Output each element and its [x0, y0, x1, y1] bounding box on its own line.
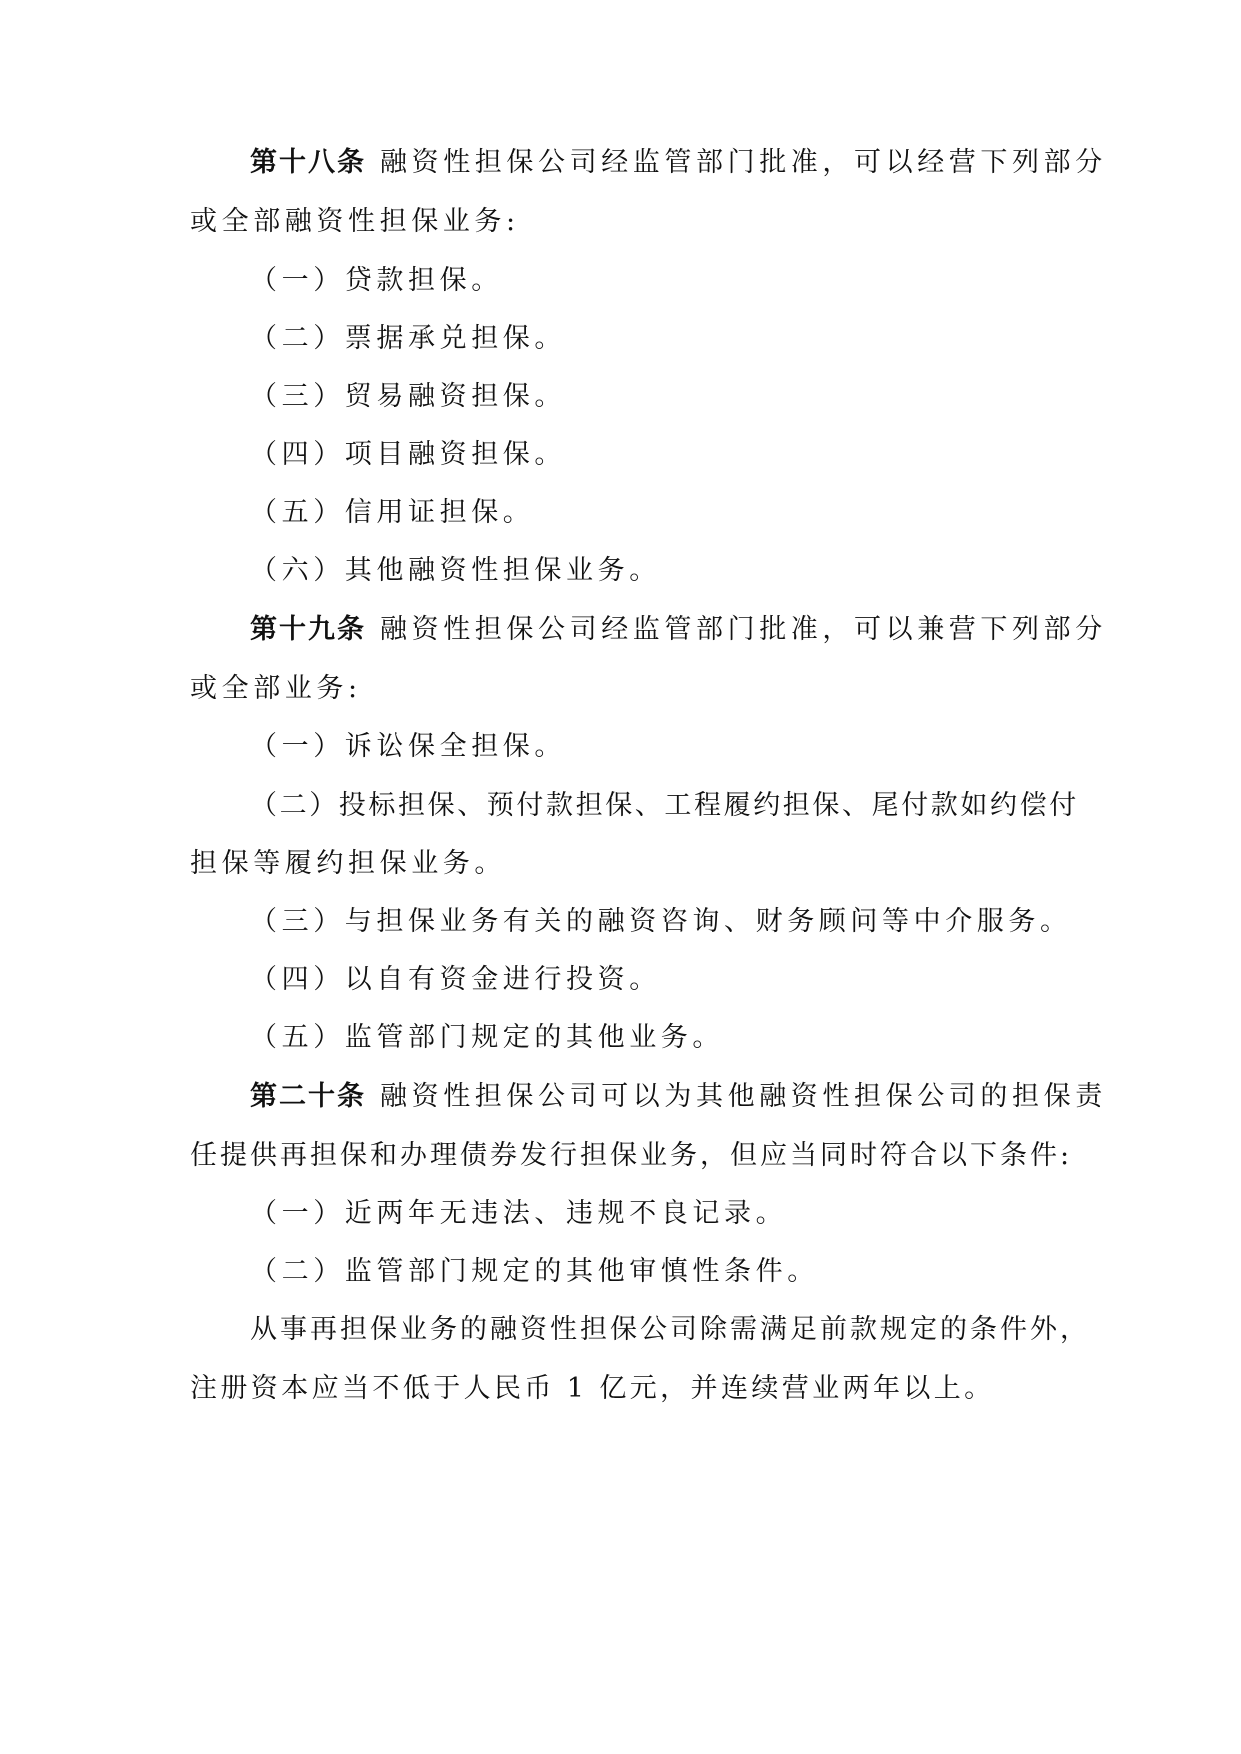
article-19-item-2-continuation: 担保等履约担保业务。 [190, 848, 506, 879]
article-18-text: 融资性担保公司经监管部门批准，可以经营下列部分 [380, 147, 1107, 178]
article-20-item-1: （一）近两年无违法、违规不良记录。 [250, 1198, 788, 1229]
article-18-item-4: （四）项目融资担保。 [250, 439, 566, 470]
article-19-continuation: 或全部业务: [190, 673, 362, 704]
article-19-item-4: （四）以自有资金进行投资。 [250, 964, 661, 995]
article-18-item-3: （三）贸易融资担保。 [250, 381, 566, 412]
article-19-text: 融资性担保公司经监管部门批准，可以兼营下列部分 [380, 614, 1107, 645]
article-19-number: 第十九条 [250, 614, 366, 645]
article-20-paragraph-line-1: 从事再担保业务的融资性担保公司除需满足前款规定的条件外， [250, 1314, 1090, 1345]
article-18-heading [250, 146, 1107, 180]
article-20-heading [250, 1080, 1107, 1114]
article-20-item-2: （二）监管部门规定的其他审慎性条件。 [250, 1256, 819, 1287]
article-19-heading [250, 613, 1107, 647]
article-18-item-5: （五）信用证担保。 [250, 497, 535, 528]
article-20-paragraph-line-2: 注册资本应当不低于人民币 1 亿元，并连续营业两年以上。 [190, 1373, 995, 1404]
article-19-item-3: （三）与担保业务有关的融资咨询、财务顾问等中介服务。 [250, 906, 1072, 937]
article-19-item-1: （一）诉讼保全担保。 [250, 731, 566, 762]
article-19-item-2: （二）投标担保、预付款担保、工程履约担保、尾付款如约偿付 [250, 790, 1079, 821]
article-20-text: 融资性担保公司可以为其他融资性担保公司的担保责 [380, 1081, 1107, 1112]
article-18-continuation: 或全部融资性担保业务: [190, 206, 520, 237]
article-18-item-6: （六）其他融资性担保业务。 [250, 555, 661, 586]
article-18-number: 第十八条 [250, 147, 366, 178]
article-20-continuation: 任提供再担保和办理债券发行担保业务，但应当同时符合以下条件: [190, 1140, 1073, 1171]
article-19-item-5: （五）监管部门规定的其他业务。 [250, 1022, 724, 1053]
article-20-number: 第二十条 [250, 1081, 366, 1112]
article-18-item-1: （一）贷款担保。 [250, 265, 503, 296]
article-18-item-2: （二）票据承兑担保。 [250, 323, 566, 354]
